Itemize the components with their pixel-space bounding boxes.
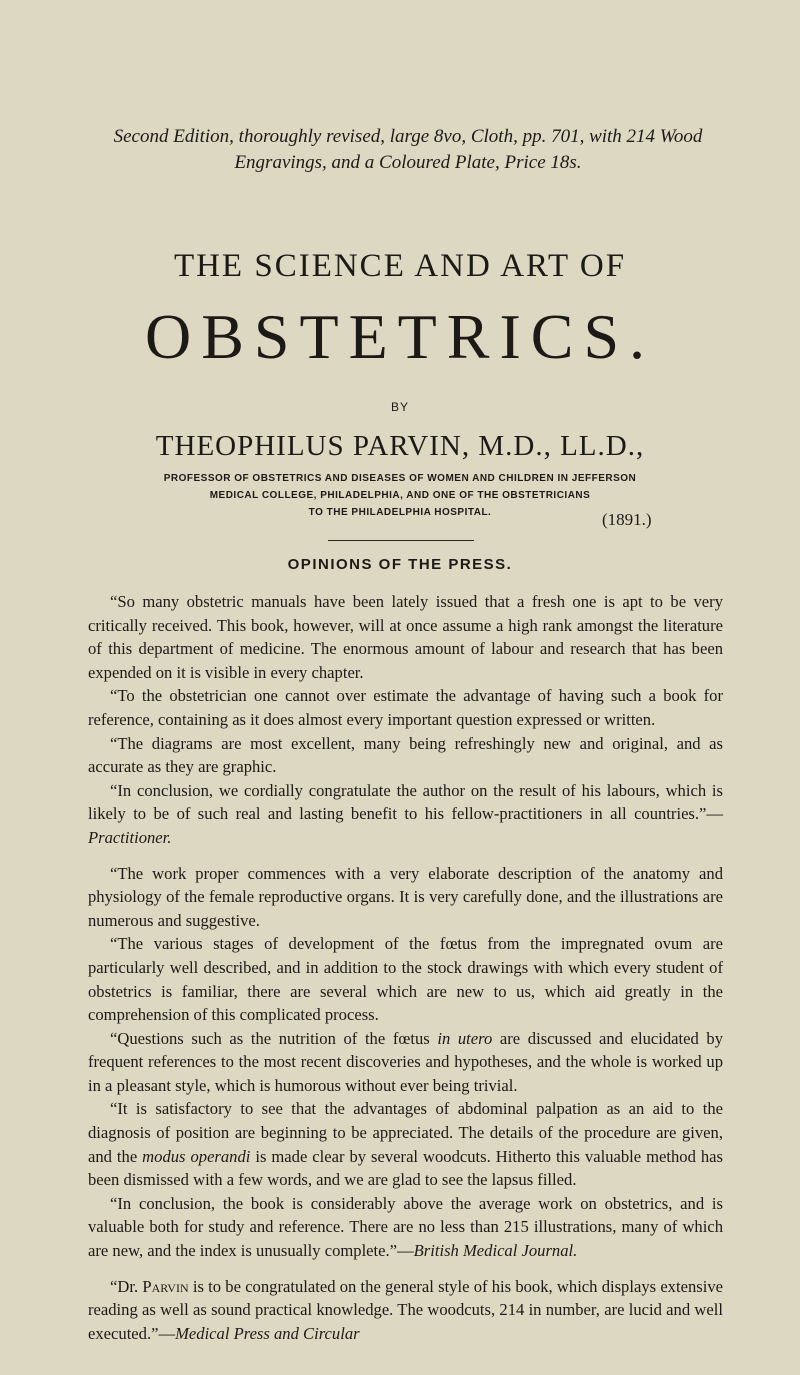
- review-text: is made clear by several woodcuts. Hitherto this valuable method has been dismissed with a few words, and we are glad to see the lapsus filled.: [88, 1146, 723, 1190]
- reviews-body: [88, 590, 723, 1345]
- review-paragraph: “So many obstetric manuals have been lately issued that a fresh one is apt to be very critically received. This book, however, will at once assume a high rank amongst the literature of this department of medicine. The enormous amount of labour and research that has been expended on it is visible in every chapter.: [88, 592, 723, 682]
- by-label: BY: [390, 400, 409, 414]
- review-text: is to be congratulated on the general style of his book, which displays extensive reading as well as sound practical knowledge. The woodcuts, 214 in number, are lucid and well executed.”—: [88, 1276, 723, 1343]
- author-surname: Parvin: [142, 1276, 189, 1296]
- review-text: “Dr.: [110, 1276, 143, 1296]
- review-text: “Questions such as the nutrition of the fœtus: [110, 1028, 438, 1048]
- review-paragraph: “The various stages of development of the fœtus from the impregnated ovum are particularly well described, and in addition to the stock drawings with which every student of obstetrics is familiar, there are several which are new to us, which aid greatly in the comprehension of this complicated process.: [88, 934, 723, 1025]
- latin-term: modus operandi: [142, 1146, 251, 1166]
- credentials-line: TO THE PHILADELPHIA HOSPITAL.: [308, 507, 492, 518]
- review-paragraph: “The diagrams are most excellent, many being refreshingly new and original, and as accurate as they are graphic.: [88, 733, 723, 777]
- spacer: [88, 850, 723, 862]
- edition-notice: Second Edition, thoroughly revised, large 8vo, Cloth, pp. 701, with 214 Wood Engravings, and a Coloured Plate, Price 18s.: [113, 126, 703, 173]
- review-source: Practitioner.: [88, 827, 172, 847]
- publication-year: (1891.): [602, 510, 652, 529]
- divider: [328, 540, 474, 541]
- review-paragraph: [88, 1097, 723, 1191]
- latin-term: in utero: [437, 1028, 493, 1048]
- review-paragraph: [88, 1275, 723, 1346]
- review-paragraph: “The work proper commences with a very elaborate description of the anatomy and physiology of the female reproductive organs. It is very carefully done, and the illustrations are numerous and suggestive.: [88, 863, 723, 930]
- review-text: “It is satisfactory to see that the advantages of abdominal palpation as an aid to the diagnosis of position are beginning to be appreciated. The details of the procedure are given, and the: [88, 1099, 723, 1166]
- review-paragraph: [88, 779, 723, 850]
- review-text: are discussed and elucidated by frequent references to the most recent discoveries and hypotheses, and the whole is worked up in a pleasant style, which is humorous without ever being trivial.: [88, 1028, 723, 1095]
- review-paragraph: [88, 1192, 723, 1263]
- review-text: “In conclusion, the book is considerably above the average work on obstetrics, and is valuable both for study and reference. There are no less than 215 illustrations, many of which are new, and the index is unusually complete.”—: [88, 1193, 723, 1261]
- review-paragraph: “To the obstetrician one cannot over estimate the advantage of having such a book for reference, containing as it does almost every important question expressed or written.: [88, 686, 723, 729]
- main-title: OBSTETRICS.: [144, 301, 656, 372]
- credentials-line: PROFESSOR OF OBSTETRICS AND DISEASES OF WOMEN AND CHILDREN IN JEFFERSON: [163, 473, 637, 484]
- credentials-line: MEDICAL COLLEGE, PHILADELPHIA, AND ONE OF THE OBSTETRICIANS: [209, 490, 591, 501]
- author-name: THEOPHILUS PARVIN, M.D., LL.D.,: [155, 430, 645, 462]
- review-source: Medical Press and Circular: [175, 1323, 360, 1343]
- review-text: “In conclusion, we cordially congratulate the author on the result of his labours, which is likely to be of such real and lasting benefit to his fellow-practitioners in all countries.”—: [88, 780, 723, 824]
- title-line: THE SCIENCE AND ART OF: [173, 248, 627, 284]
- spacer: [88, 1263, 723, 1275]
- section-heading: OPINIONS OF THE PRESS.: [287, 556, 513, 573]
- review-source: British Medical Journal.: [413, 1241, 578, 1261]
- review-paragraph: [88, 1027, 723, 1098]
